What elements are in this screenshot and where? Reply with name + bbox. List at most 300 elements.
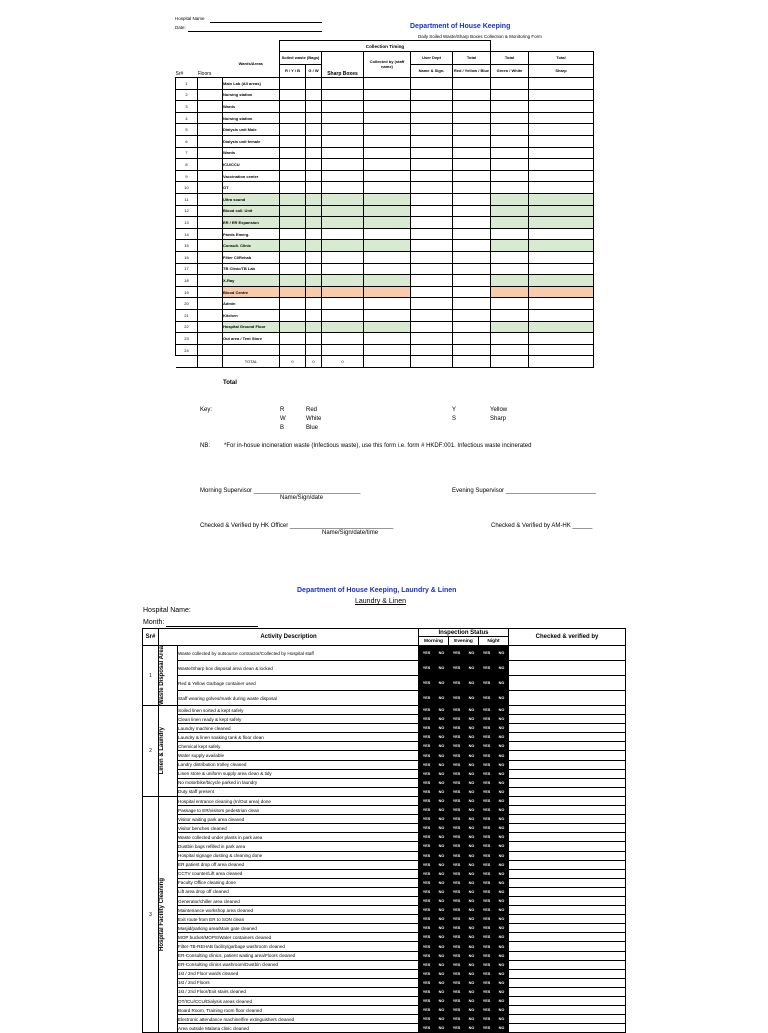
entry-cell[interactable]	[322, 333, 364, 345]
yes-option[interactable]: YES	[419, 706, 435, 715]
no-option[interactable]: NO	[465, 646, 479, 661]
checked-by-cell[interactable]	[509, 997, 626, 1006]
no-option[interactable]: NO	[435, 724, 449, 733]
checked-by-cell[interactable]	[509, 1006, 626, 1015]
entry-cell[interactable]	[491, 159, 529, 171]
no-option[interactable]: NO	[495, 951, 509, 960]
yes-option[interactable]: YES	[479, 1015, 495, 1024]
no-option[interactable]: NO	[495, 715, 509, 724]
entry-cell[interactable]	[306, 136, 322, 148]
yes-option[interactable]: YES	[479, 661, 495, 676]
entry-cell[interactable]	[280, 286, 306, 298]
entry-cell[interactable]	[411, 194, 453, 206]
no-option[interactable]: NO	[465, 1024, 479, 1033]
entry-cell[interactable]	[411, 89, 453, 101]
yes-option[interactable]: YES	[479, 915, 495, 924]
yes-option[interactable]: YES	[449, 769, 465, 778]
no-option[interactable]: NO	[495, 691, 509, 706]
floor-cell[interactable]	[198, 263, 223, 275]
no-option[interactable]: NO	[495, 742, 509, 751]
entry-cell[interactable]	[322, 217, 364, 229]
yes-option[interactable]: YES	[419, 769, 435, 778]
no-option[interactable]: NO	[465, 769, 479, 778]
yes-option[interactable]: YES	[419, 951, 435, 960]
no-option[interactable]: NO	[495, 751, 509, 760]
entry-cell[interactable]	[411, 240, 453, 252]
no-option[interactable]: NO	[495, 924, 509, 933]
no-option[interactable]: NO	[495, 1024, 509, 1033]
entry-cell[interactable]	[306, 286, 322, 298]
entry-cell[interactable]	[322, 321, 364, 333]
no-option[interactable]: NO	[435, 796, 449, 805]
yes-option[interactable]: YES	[479, 860, 495, 869]
entry-cell[interactable]	[306, 182, 322, 194]
entry-cell[interactable]	[411, 252, 453, 264]
entry-cell[interactable]	[306, 217, 322, 229]
checked-by-cell[interactable]	[509, 842, 626, 851]
yes-option[interactable]: YES	[419, 815, 435, 824]
yes-option[interactable]: YES	[449, 924, 465, 933]
entry-cell[interactable]	[529, 217, 594, 229]
entry-cell[interactable]	[529, 182, 594, 194]
no-option[interactable]: NO	[465, 878, 479, 887]
no-option[interactable]: NO	[435, 896, 449, 905]
entry-cell[interactable]	[306, 252, 322, 264]
yes-option[interactable]: YES	[419, 833, 435, 842]
entry-cell[interactable]	[364, 124, 411, 136]
entry-cell[interactable]	[491, 78, 529, 90]
yes-option[interactable]: YES	[479, 978, 495, 987]
yes-option[interactable]: YES	[449, 787, 465, 796]
checked-by-cell[interactable]	[509, 887, 626, 896]
entry-cell[interactable]	[280, 333, 306, 345]
checked-by-cell[interactable]	[509, 724, 626, 733]
entry-cell[interactable]	[411, 228, 453, 240]
yes-option[interactable]: YES	[419, 733, 435, 742]
no-option[interactable]: NO	[435, 942, 449, 951]
entry-cell[interactable]	[322, 78, 364, 90]
floor-cell[interactable]	[198, 182, 223, 194]
no-option[interactable]: NO	[495, 833, 509, 842]
no-option[interactable]: NO	[495, 1015, 509, 1024]
checked-by-cell[interactable]	[509, 733, 626, 742]
yes-option[interactable]: YES	[479, 1024, 495, 1033]
entry-cell[interactable]	[280, 344, 306, 356]
yes-option[interactable]: YES	[449, 661, 465, 676]
no-option[interactable]: NO	[495, 869, 509, 878]
yes-option[interactable]: YES	[479, 987, 495, 996]
yes-option[interactable]: YES	[419, 715, 435, 724]
yes-option[interactable]: YES	[419, 969, 435, 978]
entry-cell[interactable]	[411, 124, 453, 136]
entry-cell[interactable]	[322, 101, 364, 113]
yes-option[interactable]: YES	[449, 733, 465, 742]
no-option[interactable]: NO	[435, 997, 449, 1006]
entry-cell[interactable]	[364, 252, 411, 264]
no-option[interactable]: NO	[495, 942, 509, 951]
yes-option[interactable]: YES	[479, 896, 495, 905]
floor-cell[interactable]	[198, 252, 223, 264]
no-option[interactable]: NO	[435, 887, 449, 896]
yes-option[interactable]: YES	[449, 796, 465, 805]
floor-cell[interactable]	[198, 217, 223, 229]
yes-option[interactable]: YES	[479, 951, 495, 960]
no-option[interactable]: NO	[435, 915, 449, 924]
no-option[interactable]: NO	[465, 733, 479, 742]
entry-cell[interactable]	[491, 298, 529, 310]
yes-option[interactable]: YES	[419, 796, 435, 805]
yes-option[interactable]: YES	[419, 724, 435, 733]
yes-option[interactable]: YES	[449, 997, 465, 1006]
yes-option[interactable]: YES	[419, 987, 435, 996]
entry-cell[interactable]	[529, 136, 594, 148]
entry-cell[interactable]	[364, 159, 411, 171]
no-option[interactable]: NO	[435, 860, 449, 869]
yes-option[interactable]: YES	[449, 676, 465, 691]
no-option[interactable]: NO	[465, 951, 479, 960]
entry-cell[interactable]	[453, 275, 491, 287]
entry-cell[interactable]	[453, 147, 491, 159]
no-option[interactable]: NO	[435, 787, 449, 796]
entry-cell[interactable]	[529, 101, 594, 113]
checked-by-cell[interactable]	[509, 896, 626, 905]
entry-cell[interactable]	[411, 333, 453, 345]
no-option[interactable]: NO	[495, 724, 509, 733]
no-option[interactable]: NO	[465, 942, 479, 951]
no-option[interactable]: NO	[435, 661, 449, 676]
yes-option[interactable]: YES	[419, 1015, 435, 1024]
floor-cell[interactable]	[198, 344, 223, 356]
yes-option[interactable]: YES	[479, 760, 495, 769]
yes-option[interactable]: YES	[449, 906, 465, 915]
checked-by-cell[interactable]	[509, 751, 626, 760]
entry-cell[interactable]	[529, 298, 594, 310]
entry-cell[interactable]	[280, 89, 306, 101]
yes-option[interactable]: YES	[449, 896, 465, 905]
entry-cell[interactable]	[280, 263, 306, 275]
entry-cell[interactable]	[491, 228, 529, 240]
no-option[interactable]: NO	[465, 933, 479, 942]
yes-option[interactable]: YES	[419, 1024, 435, 1033]
entry-cell[interactable]	[491, 252, 529, 264]
entry-cell[interactable]	[280, 240, 306, 252]
entry-cell[interactable]	[322, 228, 364, 240]
checked-by-cell[interactable]	[509, 676, 626, 691]
no-option[interactable]: NO	[495, 960, 509, 969]
entry-cell[interactable]	[529, 228, 594, 240]
no-option[interactable]: NO	[495, 997, 509, 1006]
floor-cell[interactable]	[198, 159, 223, 171]
no-option[interactable]: NO	[465, 869, 479, 878]
yes-option[interactable]: YES	[449, 878, 465, 887]
yes-option[interactable]: YES	[449, 887, 465, 896]
entry-cell[interactable]	[453, 228, 491, 240]
floor-cell[interactable]	[198, 321, 223, 333]
no-option[interactable]: NO	[495, 1006, 509, 1015]
yes-option[interactable]: YES	[479, 742, 495, 751]
no-option[interactable]: NO	[495, 778, 509, 787]
entry-cell[interactable]	[529, 194, 594, 206]
entry-cell[interactable]	[280, 298, 306, 310]
yes-option[interactable]: YES	[419, 896, 435, 905]
yes-option[interactable]: YES	[419, 906, 435, 915]
entry-cell[interactable]	[453, 205, 491, 217]
entry-cell[interactable]	[280, 170, 306, 182]
entry-cell[interactable]	[280, 147, 306, 159]
checked-by-cell[interactable]	[509, 833, 626, 842]
no-option[interactable]: NO	[465, 987, 479, 996]
entry-cell[interactable]	[364, 112, 411, 124]
no-option[interactable]: NO	[465, 842, 479, 851]
entry-cell[interactable]	[322, 89, 364, 101]
entry-cell[interactable]	[322, 136, 364, 148]
no-option[interactable]: NO	[465, 860, 479, 869]
no-option[interactable]: NO	[435, 851, 449, 860]
checked-by-cell[interactable]	[509, 778, 626, 787]
entry-cell[interactable]	[364, 321, 411, 333]
yes-option[interactable]: YES	[449, 824, 465, 833]
entry-cell[interactable]	[306, 228, 322, 240]
checked-by-cell[interactable]	[509, 769, 626, 778]
no-option[interactable]: NO	[495, 646, 509, 661]
checked-by-cell[interactable]	[509, 951, 626, 960]
no-option[interactable]: NO	[465, 661, 479, 676]
yes-option[interactable]: YES	[449, 851, 465, 860]
yes-option[interactable]: YES	[419, 924, 435, 933]
checked-by-cell[interactable]	[509, 878, 626, 887]
entry-cell[interactable]	[280, 194, 306, 206]
yes-option[interactable]: YES	[449, 1006, 465, 1015]
entry-cell[interactable]	[306, 147, 322, 159]
checked-by-cell[interactable]	[509, 969, 626, 978]
entry-cell[interactable]	[280, 275, 306, 287]
yes-option[interactable]: YES	[479, 724, 495, 733]
entry-cell[interactable]	[280, 228, 306, 240]
yes-option[interactable]: YES	[479, 869, 495, 878]
floor-cell[interactable]	[198, 286, 223, 298]
yes-option[interactable]: YES	[479, 906, 495, 915]
checked-by-cell[interactable]	[509, 691, 626, 706]
yes-option[interactable]: YES	[479, 796, 495, 805]
no-option[interactable]: NO	[435, 676, 449, 691]
no-option[interactable]: NO	[435, 824, 449, 833]
no-option[interactable]: NO	[495, 661, 509, 676]
no-option[interactable]: NO	[435, 969, 449, 978]
yes-option[interactable]: YES	[449, 842, 465, 851]
entry-cell[interactable]	[322, 309, 364, 321]
entry-cell[interactable]	[491, 89, 529, 101]
entry-cell[interactable]	[306, 275, 322, 287]
yes-option[interactable]: YES	[479, 842, 495, 851]
yes-option[interactable]: YES	[449, 691, 465, 706]
entry-cell[interactable]	[411, 136, 453, 148]
no-option[interactable]: NO	[465, 796, 479, 805]
entry-cell[interactable]	[364, 298, 411, 310]
no-option[interactable]: NO	[495, 815, 509, 824]
no-option[interactable]: NO	[465, 833, 479, 842]
entry-cell[interactable]	[491, 275, 529, 287]
yes-option[interactable]: YES	[449, 933, 465, 942]
entry-cell[interactable]	[411, 298, 453, 310]
no-option[interactable]: NO	[495, 851, 509, 860]
checked-by-cell[interactable]	[509, 1015, 626, 1024]
entry-cell[interactable]	[306, 333, 322, 345]
yes-option[interactable]: YES	[419, 869, 435, 878]
yes-option[interactable]: YES	[419, 960, 435, 969]
yes-option[interactable]: YES	[419, 824, 435, 833]
entry-cell[interactable]	[453, 136, 491, 148]
entry-cell[interactable]	[529, 159, 594, 171]
entry-cell[interactable]	[364, 205, 411, 217]
no-option[interactable]: NO	[465, 724, 479, 733]
floor-cell[interactable]	[198, 78, 223, 90]
yes-option[interactable]: YES	[449, 778, 465, 787]
entry-cell[interactable]	[306, 344, 322, 356]
entry-cell[interactable]	[491, 147, 529, 159]
entry-cell[interactable]	[453, 309, 491, 321]
no-option[interactable]: NO	[495, 676, 509, 691]
checked-by-cell[interactable]	[509, 851, 626, 860]
yes-option[interactable]: YES	[479, 824, 495, 833]
no-option[interactable]: NO	[435, 760, 449, 769]
no-option[interactable]: NO	[465, 815, 479, 824]
entry-cell[interactable]	[306, 78, 322, 90]
no-option[interactable]: NO	[435, 733, 449, 742]
yes-option[interactable]: YES	[479, 806, 495, 815]
entry-cell[interactable]	[322, 275, 364, 287]
yes-option[interactable]: YES	[419, 646, 435, 661]
entry-cell[interactable]	[411, 286, 453, 298]
no-option[interactable]: NO	[465, 751, 479, 760]
entry-cell[interactable]	[280, 321, 306, 333]
entry-cell[interactable]	[491, 170, 529, 182]
no-option[interactable]: NO	[495, 978, 509, 987]
checked-by-cell[interactable]	[509, 906, 626, 915]
entry-cell[interactable]	[322, 182, 364, 194]
entry-cell[interactable]	[411, 159, 453, 171]
no-option[interactable]: NO	[435, 1015, 449, 1024]
entry-cell[interactable]	[280, 136, 306, 148]
yes-option[interactable]: YES	[449, 742, 465, 751]
yes-option[interactable]: YES	[419, 933, 435, 942]
no-option[interactable]: NO	[435, 706, 449, 715]
entry-cell[interactable]	[453, 263, 491, 275]
entry-cell[interactable]	[364, 240, 411, 252]
entry-cell[interactable]	[322, 263, 364, 275]
checked-by-cell[interactable]	[509, 824, 626, 833]
no-option[interactable]: NO	[465, 1006, 479, 1015]
entry-cell[interactable]	[411, 344, 453, 356]
entry-cell[interactable]	[306, 89, 322, 101]
entry-cell[interactable]	[411, 170, 453, 182]
floor-cell[interactable]	[198, 309, 223, 321]
entry-cell[interactable]	[322, 124, 364, 136]
yes-option[interactable]: YES	[419, 851, 435, 860]
no-option[interactable]: NO	[465, 676, 479, 691]
entry-cell[interactable]	[453, 78, 491, 90]
no-option[interactable]: NO	[435, 751, 449, 760]
checked-by-cell[interactable]	[509, 915, 626, 924]
no-option[interactable]: NO	[465, 887, 479, 896]
entry-cell[interactable]	[280, 205, 306, 217]
checked-by-cell[interactable]	[509, 860, 626, 869]
entry-cell[interactable]	[364, 182, 411, 194]
entry-cell[interactable]	[411, 321, 453, 333]
entry-cell[interactable]	[322, 252, 364, 264]
no-option[interactable]: NO	[495, 860, 509, 869]
yes-option[interactable]: YES	[449, 706, 465, 715]
checked-by-cell[interactable]	[509, 933, 626, 942]
yes-option[interactable]: YES	[479, 997, 495, 1006]
entry-cell[interactable]	[322, 240, 364, 252]
no-option[interactable]: NO	[495, 769, 509, 778]
entry-cell[interactable]	[529, 252, 594, 264]
yes-option[interactable]: YES	[479, 942, 495, 951]
entry-cell[interactable]	[306, 194, 322, 206]
entry-cell[interactable]	[453, 286, 491, 298]
entry-cell[interactable]	[306, 321, 322, 333]
no-option[interactable]: NO	[495, 842, 509, 851]
no-option[interactable]: NO	[435, 933, 449, 942]
yes-option[interactable]: YES	[479, 751, 495, 760]
floor-cell[interactable]	[198, 205, 223, 217]
checked-by-cell[interactable]	[509, 706, 626, 715]
yes-option[interactable]: YES	[449, 969, 465, 978]
yes-option[interactable]: YES	[419, 742, 435, 751]
floor-cell[interactable]	[198, 124, 223, 136]
no-option[interactable]: NO	[465, 960, 479, 969]
checked-by-cell[interactable]	[509, 960, 626, 969]
entry-cell[interactable]	[529, 240, 594, 252]
entry-cell[interactable]	[453, 89, 491, 101]
yes-option[interactable]: YES	[479, 833, 495, 842]
yes-option[interactable]: YES	[479, 960, 495, 969]
entry-cell[interactable]	[364, 194, 411, 206]
entry-cell[interactable]	[491, 321, 529, 333]
entry-cell[interactable]	[306, 170, 322, 182]
entry-cell[interactable]	[529, 124, 594, 136]
entry-cell[interactable]	[491, 112, 529, 124]
yes-option[interactable]: YES	[479, 851, 495, 860]
yes-option[interactable]: YES	[479, 933, 495, 942]
entry-cell[interactable]	[529, 89, 594, 101]
checked-by-cell[interactable]	[509, 815, 626, 824]
no-option[interactable]: NO	[465, 742, 479, 751]
yes-option[interactable]: YES	[419, 997, 435, 1006]
entry-cell[interactable]	[364, 89, 411, 101]
entry-cell[interactable]	[306, 159, 322, 171]
no-option[interactable]: NO	[465, 978, 479, 987]
checked-by-cell[interactable]	[509, 742, 626, 751]
entry-cell[interactable]	[529, 205, 594, 217]
entry-cell[interactable]	[280, 182, 306, 194]
entry-cell[interactable]	[491, 309, 529, 321]
yes-option[interactable]: YES	[419, 806, 435, 815]
entry-cell[interactable]	[364, 286, 411, 298]
no-option[interactable]: NO	[495, 878, 509, 887]
entry-cell[interactable]	[453, 194, 491, 206]
no-option[interactable]: NO	[495, 796, 509, 805]
yes-option[interactable]: YES	[449, 724, 465, 733]
yes-option[interactable]: YES	[419, 676, 435, 691]
floor-cell[interactable]	[198, 136, 223, 148]
no-option[interactable]: NO	[495, 915, 509, 924]
no-option[interactable]: NO	[465, 806, 479, 815]
yes-option[interactable]: YES	[449, 806, 465, 815]
entry-cell[interactable]	[453, 170, 491, 182]
entry-cell[interactable]	[453, 252, 491, 264]
yes-option[interactable]: YES	[479, 733, 495, 742]
